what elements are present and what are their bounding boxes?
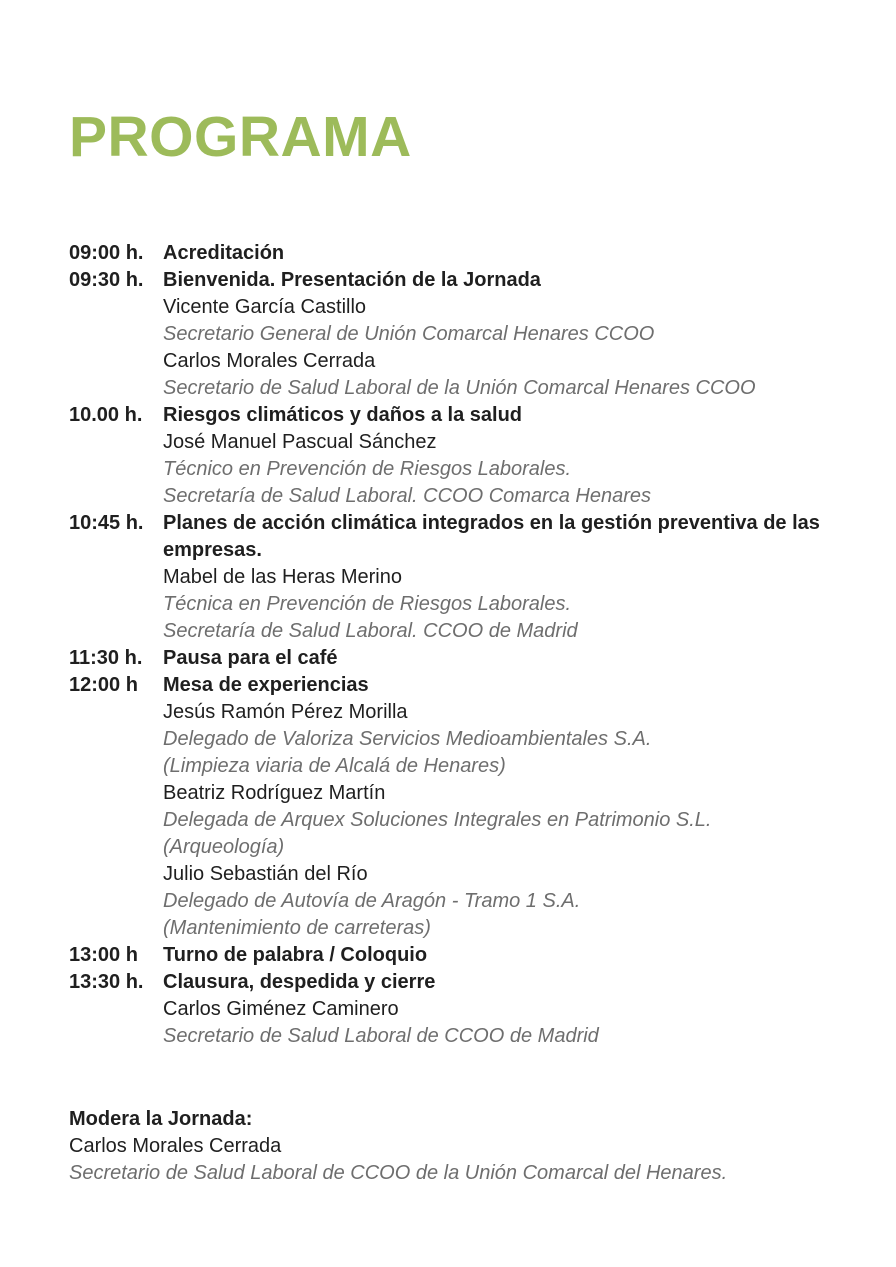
- schedule-time: 10.00 h.: [69, 404, 143, 426]
- moderator-section: [69, 1106, 829, 1187]
- schedule-content: [163, 240, 829, 267]
- speaker-role: (Mantenimiento de carreteras): [163, 917, 431, 939]
- schedule-entry: [69, 240, 829, 267]
- schedule-time: 10:45 h.: [69, 512, 144, 534]
- activity-title: Bienvenida. Presentación de la Jornada: [163, 269, 541, 291]
- schedule-entry: [69, 267, 829, 402]
- speaker-role: Secretario General de Unión Comarcal Henares CCOO: [163, 323, 655, 345]
- schedule-entry: [69, 969, 829, 1050]
- speaker-role: Delegada de Arquex Soluciones Integrales en Patrimonio S.L.: [163, 809, 712, 831]
- speaker-role: Secretario de Salud Laboral de CCOO de Madrid: [163, 1025, 599, 1047]
- activity-title: Clausura, despedida y cierre: [163, 971, 436, 993]
- speaker-name: Vicente García Castillo: [163, 296, 367, 318]
- speaker-name: Jesús Ramón Pérez Morilla: [163, 701, 408, 723]
- activity-title: Pausa para el café: [163, 647, 338, 669]
- schedule-time: 12:00 h: [69, 674, 138, 696]
- schedule-time: 13:30 h.: [69, 971, 144, 993]
- speaker-name: Beatriz Rodríguez Martín: [163, 782, 386, 804]
- speaker-name: Carlos Morales Cerrada: [163, 350, 376, 372]
- speaker-role: Secretaría de Salud Laboral. CCOO Comarca Henares: [163, 485, 652, 507]
- speaker-name: Mabel de las Heras Merino: [163, 566, 402, 588]
- activity-title: Riesgos climáticos y daños a la salud: [163, 404, 523, 426]
- speaker-role: Técnico en Prevención de Riesgos Laborales.: [163, 458, 572, 480]
- program-schedule: [69, 240, 829, 1050]
- schedule-content: [163, 645, 829, 672]
- activity-title: Turno de palabra / Coloquio: [163, 944, 428, 966]
- schedule-content: [163, 942, 829, 969]
- speaker-role: Secretaría de Salud Laboral. CCOO de Madrid: [163, 620, 578, 642]
- activity-title: Acreditación: [163, 242, 285, 264]
- schedule-entry: [69, 942, 829, 969]
- schedule-content: [163, 969, 829, 1050]
- page-title: PROGRAMA: [69, 105, 412, 169]
- speaker-role: Técnica en Prevención de Riesgos Laborales.: [163, 593, 572, 615]
- schedule-content: [163, 510, 829, 645]
- speaker-name: Julio Sebastián del Río: [163, 863, 368, 885]
- speaker-role: (Arqueología): [163, 836, 285, 858]
- speaker-role: Delegado de Valoriza Servicios Medioambientales S.A.: [163, 728, 652, 750]
- schedule-time: 11:30 h.: [69, 647, 143, 669]
- schedule-entry: [69, 672, 829, 942]
- speaker-role: Secretario de Salud Laboral de la Unión Comarcal Henares CCOO: [163, 377, 756, 399]
- moderator-role: Secretario de Salud Laboral de CCOO de la Unión Comarcal del Henares.: [69, 1162, 728, 1184]
- moderator-heading: Modera la Jornada:: [69, 1108, 253, 1130]
- schedule-entry: [69, 645, 829, 672]
- speaker-name: José Manuel Pascual Sánchez: [163, 431, 437, 453]
- activity-title: Planes de acción climática integrados en la gestión preventiva de las empresas.: [163, 512, 820, 561]
- schedule-content: [163, 672, 829, 942]
- activity-title: Mesa de experiencias: [163, 674, 369, 696]
- speaker-role: Delegado de Autovía de Aragón - Tramo 1 S.A.: [163, 890, 581, 912]
- schedule-time: 09:30 h.: [69, 269, 144, 291]
- schedule-entry: [69, 510, 829, 645]
- schedule-time: 13:00 h: [69, 944, 138, 966]
- schedule-content: [163, 267, 829, 402]
- schedule-entry: [69, 402, 829, 510]
- schedule-content: [163, 402, 829, 510]
- moderator-name: Carlos Morales Cerrada: [69, 1135, 282, 1157]
- speaker-name: Carlos Giménez Caminero: [163, 998, 399, 1020]
- speaker-role: (Limpieza viaria de Alcalá de Henares): [163, 755, 506, 777]
- schedule-time: 09:00 h.: [69, 242, 144, 264]
